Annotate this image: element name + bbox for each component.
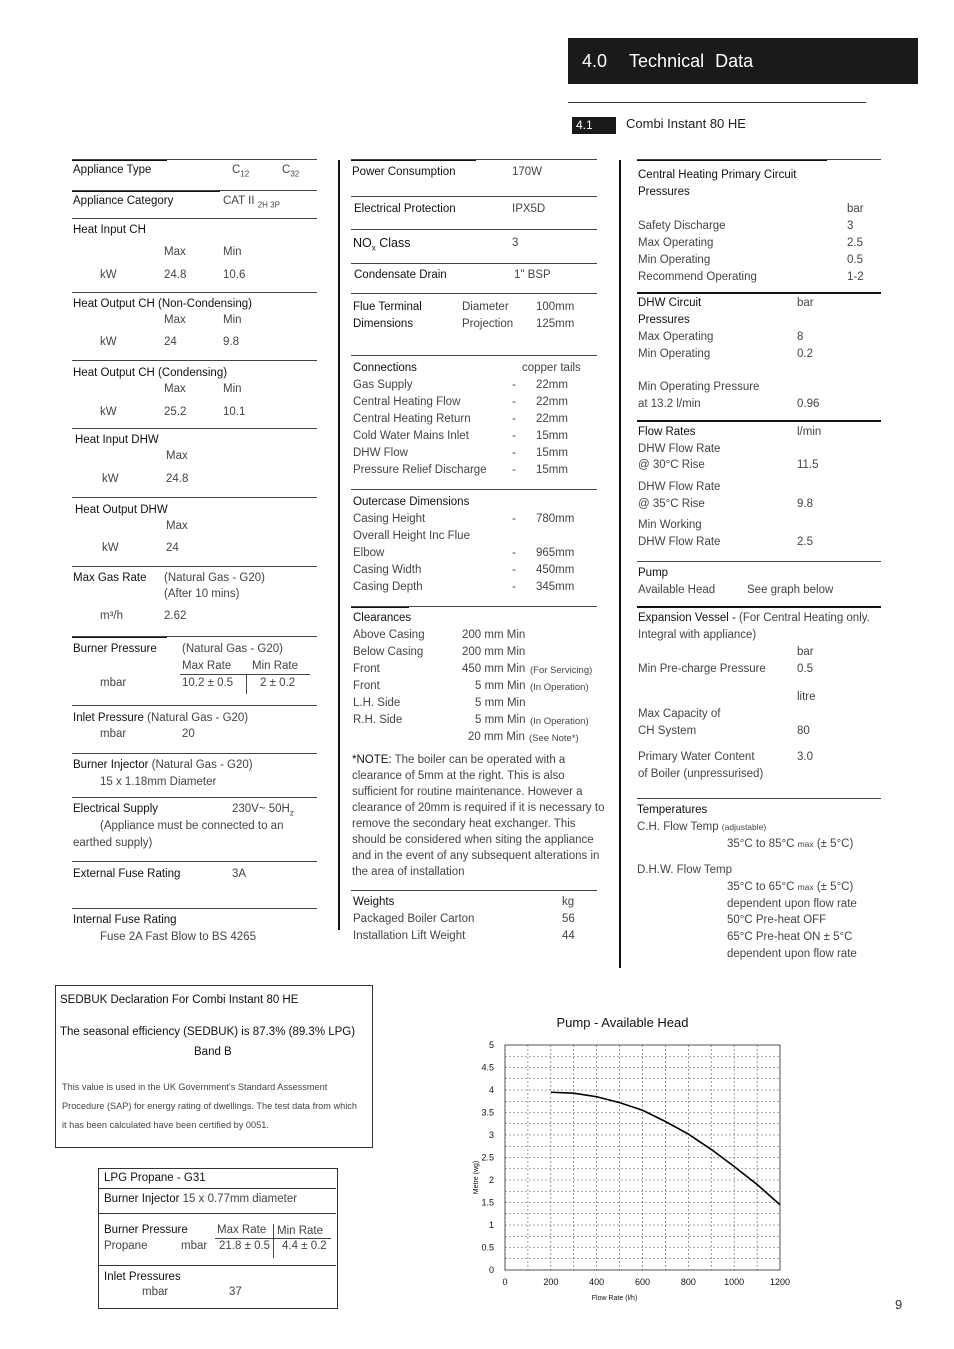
primary-water-label: of Boiler (unpressurised) [638, 768, 764, 780]
electrical-note: earthed supply) [73, 837, 153, 849]
clearance-label: R.H. Side [353, 714, 403, 726]
clearance-value: 5 mm Min [475, 697, 526, 709]
weights-label: Weights [353, 896, 395, 908]
divider [568, 102, 866, 103]
unit: kW [100, 336, 117, 348]
unit: mbar [181, 1240, 208, 1252]
unit: litre [797, 691, 816, 703]
dhw-flow-temp-value: 35°C to 65°C max (± 5°C) [727, 881, 854, 893]
ch-pressure-value: 2.5 [847, 237, 863, 249]
ch-pressure-label: Min Operating [638, 254, 711, 266]
sedbuk-band: Band B [194, 1046, 232, 1058]
y-tick-label: 4.5 [481, 1062, 494, 1073]
sedbuk-note: This value is used in the UK Government's Standard Assessment Procedure (SAP) for energy rating of dwellings. The test data from which it has been calculated have been certified by 0051. [62, 1082, 357, 1130]
connection-size: 15mm [536, 464, 568, 476]
heat-output-nc-max: 24 [164, 336, 177, 348]
lpg-burner-pressure-label: Burner Pressure [104, 1224, 188, 1236]
min-op-pressure-value: 0.96 [797, 398, 820, 410]
outercase-row-label: Casing Depth [353, 581, 423, 593]
outercase-row-label: Elbow [353, 547, 385, 559]
weight-row-value: 44 [562, 930, 575, 942]
sedbuk-efficiency: The seasonal efficiency (SEDBUK) is 87.3% (89.3% LPG) [60, 1026, 356, 1038]
clearance-note: (In Operation) [530, 716, 589, 727]
electrical-protection-value: IPX5D [512, 203, 546, 215]
dash: - [512, 379, 516, 391]
pump-label: Pump [638, 567, 669, 579]
unit: kW [100, 269, 117, 281]
lpg-title: LPG Propane - G31 [104, 1172, 206, 1184]
electrical-note: (Appliance must be connected to an [100, 820, 284, 832]
dash: - [512, 581, 516, 593]
unit: bar [797, 297, 814, 309]
outercase-row-value: 780mm [536, 513, 575, 525]
flow-row-label: DHW Flow Rate [638, 536, 721, 548]
electrical-supply-value: 230V~ $50H_z$ [232, 803, 294, 818]
ch-pressures-label: Central Heating Primary Circuit [638, 169, 797, 181]
y-tick-label: 1.5 [481, 1197, 494, 1208]
expansion-vessel-label: Expansion Vessel - (For Central Heating only. [638, 612, 870, 624]
heat-output-nc-min: 9.8 [223, 336, 239, 348]
max-capacity-value: 80 [797, 725, 810, 737]
ch-flow-temp-value: 35°C to 85°C max (± 5°C) [727, 838, 854, 850]
electrical-protection-label: Electrical Protection [354, 203, 456, 215]
column-divider [619, 160, 621, 968]
unit: m³/h [100, 610, 123, 622]
dash: - [512, 464, 516, 476]
lpg-burner-pressure-max: 21.8 ± 0.5 [219, 1240, 271, 1252]
flue-diameter-label: Diameter [462, 301, 509, 313]
unit: bar [847, 203, 864, 215]
y-tick-label: 3 [488, 1130, 494, 1140]
burner-pressure-label: Burner Pressure [73, 643, 157, 655]
heat-output-dhw-max: 24 [166, 542, 179, 554]
dhw-circuit-label: DHW Circuit [638, 297, 702, 309]
clearance-value: 5 mm Min [475, 714, 526, 726]
pump-head-chart [460, 1010, 800, 1310]
lpg-inlet-pressure-label: Inlet Pressures [104, 1271, 181, 1283]
clearance-note: (In Operation) [530, 682, 589, 693]
power-consumption-value: 170W [512, 166, 543, 178]
clearance-label: Below Casing [353, 646, 424, 658]
dhw-circuit-label: Pressures [638, 314, 690, 326]
unit: l/min [797, 426, 822, 438]
external-fuse-label: External Fuse Rating [73, 868, 181, 880]
flue-terminal-label: Dimensions [353, 318, 414, 330]
heat-input-ch-label: Heat Input CH [73, 224, 146, 236]
heat-input-dhw-max: 24.8 [166, 473, 189, 485]
expansion-note: Integral with appliance) [638, 629, 757, 641]
clearance-label: Above Casing [353, 629, 425, 641]
flue-projection-value: 125mm [536, 318, 575, 330]
y-tick-label: 4 [488, 1085, 494, 1095]
x-tick-label: 200 [543, 1277, 559, 1287]
section-number: 4.0 [582, 51, 608, 71]
unit: mbar [100, 728, 127, 740]
unit: kW [102, 473, 119, 485]
outercase-row-value: 965mm [536, 547, 575, 559]
min-op-pressure-label: Min Operating Pressure [638, 381, 760, 393]
dash: - [512, 564, 516, 576]
flow-row-label: DHW Flow Rate [638, 481, 721, 493]
min-rate-header: Min Rate [277, 1225, 324, 1237]
subsection-title: Combi Instant 80 HE [626, 116, 746, 131]
lpg-inlet-pressure-value: 37 [229, 1286, 242, 1298]
clearance-value: 20 mm Min [468, 731, 525, 743]
clearances-label: Clearances [353, 612, 412, 624]
heat-input-ch-max: 24.8 [164, 269, 187, 281]
gas-note: (Natural Gas - G20) [182, 643, 283, 655]
sedbuk-box [55, 985, 373, 1148]
flow-row-label: @ 30°C Rise [638, 459, 705, 471]
unit: mbar [142, 1286, 169, 1298]
max-header: Max [164, 383, 186, 395]
flue-diameter-value: 100mm [536, 301, 575, 313]
heat-output-c-max: 25.2 [164, 406, 187, 418]
dash: - [512, 430, 516, 442]
connection-label: Cold Water Mains Inlet [353, 430, 469, 442]
ch-pressure-value: 0.5 [847, 254, 863, 266]
connections-header: copper tails [522, 362, 581, 374]
appliance-type-label: Appliance Type [73, 164, 152, 176]
connection-label: Pressure Relief Discharge [353, 464, 487, 476]
temp-note: 65°C Pre-heat ON ± 5°C [727, 931, 853, 943]
dash: - [512, 447, 516, 459]
ch-pressure-label: Safety Discharge [638, 220, 726, 232]
ch-pressure-label: Max Operating [638, 237, 714, 249]
unit: mbar [100, 677, 127, 689]
temp-note: 50°C Pre-heat OFF [727, 914, 827, 926]
ch-pressure-value: 1-2 [847, 271, 864, 283]
page-number: 9 [895, 1297, 903, 1312]
dhw-row-value: 8 [797, 331, 804, 343]
clearance-value: 200 mm Min [462, 646, 526, 658]
connection-label: Gas Supply [353, 379, 413, 391]
clearance-value: 200 mm Min [462, 629, 526, 641]
dhw-flow-temp-label: D.H.W. Flow Temp [637, 864, 732, 876]
section-title: Technical Data [629, 51, 754, 71]
y-tick-label: 0.5 [481, 1242, 494, 1253]
lpg-gas: Propane [104, 1240, 148, 1252]
connection-size: 15mm [536, 447, 568, 459]
temp-note: dependent upon flow rate [727, 898, 857, 910]
connections-label: Connections [353, 362, 417, 374]
gas-note: (After 10 mins) [164, 588, 240, 600]
pump-head-value: See graph below [747, 584, 834, 596]
y-axis-label: Metre (wg) [473, 1160, 480, 1195]
precharge-label: Min Pre-charge Pressure [638, 663, 766, 675]
dhw-row-value: 0.2 [797, 348, 813, 360]
connection-label: Central Heating Return [353, 413, 471, 425]
unit: kW [100, 406, 117, 418]
unit: kg [562, 896, 575, 908]
inlet-pressure-value: 20 [182, 728, 195, 740]
appliance-category-value: CAT II $_{2H 3P}$ [223, 195, 280, 210]
flue-projection-label: Projection [462, 318, 514, 330]
dash: - [512, 513, 516, 525]
outercase-row-label: Overall Height Inc Flue [353, 530, 470, 542]
electrical-supply-label: Electrical Supply [73, 803, 159, 815]
ch-pressure-label: Recommend Operating [638, 271, 757, 283]
ch-pressure-value: 3 [847, 220, 854, 232]
y-tick-label: 1 [488, 1220, 494, 1230]
x-tick-label: 600 [634, 1277, 651, 1287]
unit: kW [102, 542, 119, 554]
flow-rates-label: Flow Rates [638, 426, 696, 438]
outercase-row-label: Casing Width [353, 564, 422, 576]
max-capacity-label: Max Capacity of [638, 708, 721, 720]
column-divider [338, 160, 340, 930]
flow-row-value: 9.8 [797, 498, 813, 510]
pump-head-label: Available Head [638, 584, 716, 596]
min-header: Min [223, 314, 242, 326]
clearance-note-wrap [526, 681, 589, 693]
flow-row-label: DHW Flow Rate [638, 443, 721, 455]
temperatures-label: Temperatures [637, 804, 708, 816]
heat-output-c-label: Heat Output CH (Condensing) [73, 367, 228, 379]
flow-row-value: 11.5 [797, 459, 819, 471]
clearance-label: Front [353, 663, 380, 675]
clearance-note: (See Note*) [529, 733, 579, 744]
max-gas-rate-label: Max Gas Rate [73, 572, 147, 584]
lpg-burner-pressure-min: 4.4 ± 0.2 [282, 1240, 327, 1252]
temp-note: dependent upon flow rate [727, 948, 857, 960]
nox-class-value: 3 [512, 237, 519, 249]
min-header: Min [223, 246, 242, 258]
weight-row-value: 56 [562, 913, 575, 925]
x-tick-label: 400 [589, 1277, 605, 1287]
clearance-value: 5 mm Min [475, 680, 526, 692]
x-tick-label: 0 [502, 1277, 508, 1287]
lpg-box [98, 1168, 338, 1309]
clearance-note-wrap [526, 715, 589, 727]
internal-fuse-value: Fuse 2A Fast Blow to BS 4265 [100, 931, 256, 943]
flue-terminal-label: Flue Terminal [353, 301, 422, 313]
burner-pressure-max: 10.2 ± 0.5 [182, 677, 234, 689]
clearance-note-wrap [525, 732, 579, 744]
max-header: Max [164, 246, 186, 258]
subsection-badge: 4.1 [572, 117, 616, 134]
heat-output-c-min: 10.1 [223, 406, 246, 418]
clearance-note: (For Servicing) [530, 665, 593, 676]
chart-title: Pump - Available Head [556, 1015, 689, 1030]
dash: - [512, 396, 516, 408]
nox-class-label: $NO_x$ Class [353, 236, 411, 253]
primary-water-value: 3.0 [797, 751, 813, 763]
x-tick-label: 1200 [769, 1277, 791, 1287]
heat-output-nc-label: Heat Output CH (Non-Condensing) [73, 298, 252, 310]
burner-pressure-min: 2 ± 0.2 [260, 677, 296, 689]
clearance-note: *NOTE: The boiler can be operated with a clearance of 5mm at the right. This is also sufficient for routine maintenance. However a clearance of 20mm is required if it is necessary to remove the secondary heat exchanger. This should be considered when siting the appliance and in the event of any subsequent alterations in the area of installation [352, 754, 605, 878]
dash: - [512, 413, 516, 425]
y-tick-label: 5 [488, 1040, 494, 1050]
max-header: Max [164, 314, 186, 326]
condensate-drain-label: Condensate Drain [354, 269, 447, 281]
flow-row-value: 2.5 [797, 536, 813, 548]
ch-pressures-label: Pressures [638, 186, 690, 198]
connection-size: 15mm [536, 430, 568, 442]
dhw-row-label: Max Operating [638, 331, 714, 343]
ch-flow-temp-label: C.H. Flow Temp (adjustable) [637, 821, 767, 833]
max-capacity-label: CH System [638, 725, 697, 737]
dhw-row-label: Min Operating [638, 348, 711, 360]
flow-row-label: @ 35°C Rise [638, 498, 705, 510]
y-tick-label: 2 [488, 1175, 494, 1185]
appliance-category-label: Appliance Category [73, 195, 174, 207]
clearance-note-wrap [526, 664, 592, 676]
outercase-row-label: Casing Height [353, 513, 426, 525]
outercase-row-value: 345mm [536, 581, 575, 593]
dash: - [512, 547, 516, 559]
section-header [568, 38, 918, 84]
max-rate-header: Max Rate [217, 1224, 267, 1236]
min-rate-header: Min Rate [252, 660, 299, 672]
burner-injector-value: 15 x 1.18mm Diameter [100, 776, 217, 788]
clearance-label: L.H. Side [353, 697, 401, 709]
y-tick-label: 3.5 [481, 1107, 494, 1118]
internal-fuse-label: Internal Fuse Rating [73, 914, 177, 926]
condensate-drain-value: 1" BSP [514, 269, 551, 281]
connection-size: 22mm [536, 413, 568, 425]
precharge-value: 0.5 [797, 663, 813, 675]
x-axis-label: Flow Rate (l/h) [591, 1295, 638, 1302]
primary-water-label: Primary Water Content [638, 751, 755, 763]
outercase-label: Outercase Dimensions [353, 496, 470, 508]
connection-label: Central Heating Flow [353, 396, 461, 408]
heat-output-dhw-label: Heat Output DHW [75, 504, 168, 516]
connection-size: 22mm [536, 396, 568, 408]
lpg-injector: Burner Injector 15 x 0.77mm diameter [104, 1193, 298, 1205]
inlet-pressure-label: Inlet Pressure (Natural Gas - G20) [73, 712, 249, 724]
sedbuk-title: SEDBUK Declaration For Combi Instant 80 HE [60, 994, 299, 1006]
max-header: Max [166, 450, 188, 462]
clearance-value: 450 mm Min [462, 663, 526, 675]
max-rate-header: Max Rate [182, 660, 232, 672]
heat-input-dhw-label: Heat Input DHW [75, 434, 159, 446]
appliance-type-value-1: $C_{12}$ [232, 164, 250, 179]
gas-note: (Natural Gas - G20) [164, 572, 265, 584]
appliance-type-value-2: $C_{32}$ [282, 164, 300, 179]
flow-row-label: Min Working [638, 519, 702, 531]
external-fuse-value: 3A [232, 868, 247, 880]
outercase-row-value: 450mm [536, 564, 575, 576]
max-header: Max [166, 520, 188, 532]
y-tick-label: 0 [488, 1265, 494, 1275]
burner-injector-label: Burner Injector (Natural Gas - G20) [73, 759, 253, 771]
connection-size: 22mm [536, 379, 568, 391]
clearance-label: Front [353, 680, 380, 692]
max-gas-rate-value: 2.62 [164, 610, 187, 622]
weight-row-label: Installation Lift Weight [353, 930, 466, 942]
min-header: Min [223, 383, 242, 395]
weight-row-label: Packaged Boiler Carton [353, 913, 475, 925]
x-tick-label: 800 [680, 1277, 696, 1287]
heat-input-ch-min: 10.6 [223, 269, 246, 281]
connection-label: DHW Flow [353, 447, 408, 459]
x-tick-label: 1000 [724, 1277, 745, 1287]
min-op-pressure-label: at 13.2 l/min [638, 398, 701, 410]
y-tick-label: 2.5 [481, 1152, 494, 1163]
power-consumption-label: Power Consumption [352, 166, 456, 178]
unit: bar [797, 646, 814, 658]
